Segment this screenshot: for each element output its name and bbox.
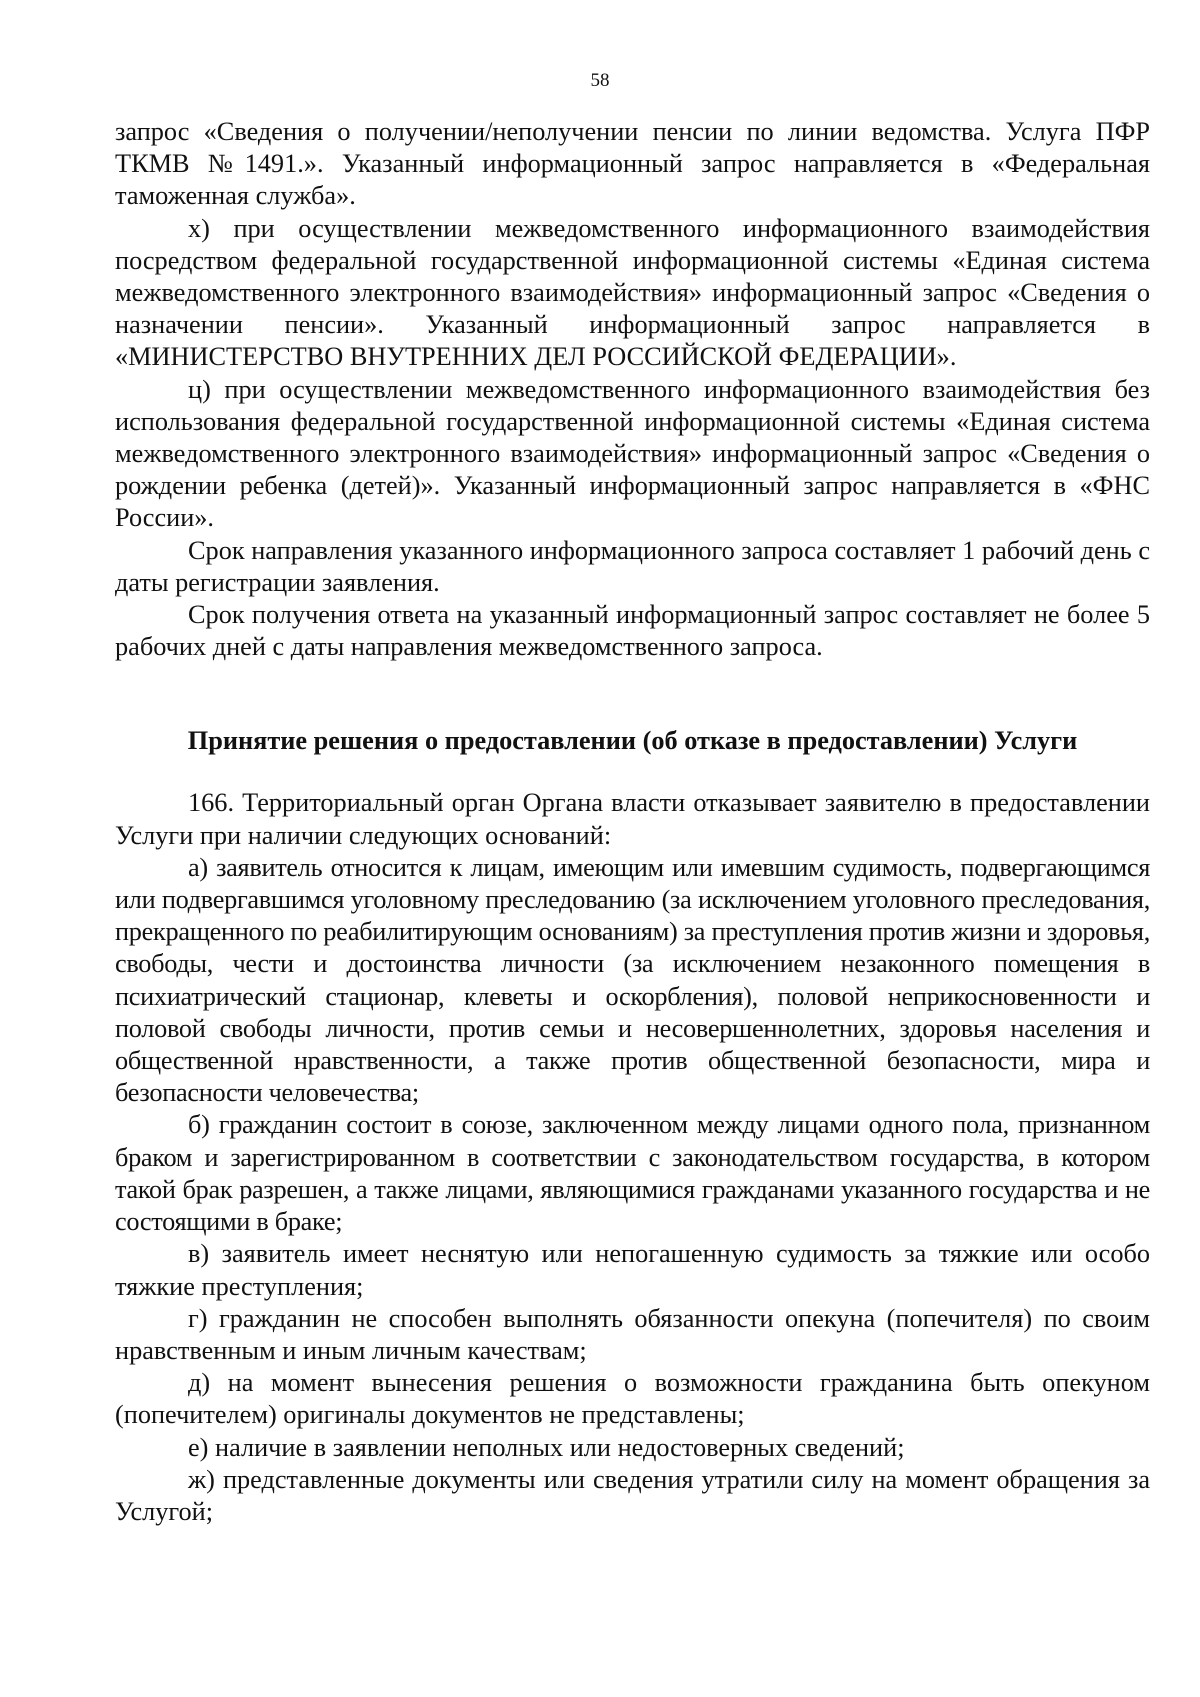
page-number: 58	[590, 70, 610, 91]
paragraph-response-deadline: Срок получения ответа на указанный информационный запрос составляет не более 5 рабочих дней с даты направления межведомственного запроса.	[115, 600, 1150, 662]
paragraph-request-fts: запрос «Сведения о получении/неполучении пенсии по линии ведомства. Услуга ПФР ТКМВ №1491.». Указанный информационный запрос направляется в «Федеральная таможенная служба».	[115, 117, 1150, 211]
paragraph-item-e: е) наличие в заявлении неполных или недостоверных сведений;	[188, 1432, 905, 1462]
paragraph-item-d: д) на момент вынесения решения о возможности гражданина быть опекуном (попечителем) оригиналы документов не представлены;	[115, 1368, 1150, 1430]
paragraph-item-kh: х) при осуществлении межведомственного информационного взаимодействия посредством федеральной государственной информационной системы «Единая система межведомственного электронного взаимодействия» информационный запрос «Сведения о назначении пенсии». Указанный информационный запрос направляется в «МИНИСТЕРСТВО ВНУТРЕННИХ ДЕЛ РОССИЙСКОЙ ФЕДЕРАЦИИ».	[115, 213, 1150, 372]
paragraph-item-g: г) гражданин не способен выполнять обязанности опекуна (попечителя) по своим нравственным и иным личным качествам;	[115, 1303, 1150, 1365]
paragraph-item-a: а) заявитель относится к лицам, имеющим или имевшим судимость, подвергающимся или подвергавшимся уголовному преследованию (за исключением уголовного преследования, прекращенного по реабилитирующим основаниям) за преступления против жизни и здоровья, свободы, чести и достоинства личности (за исключением незаконного помещения в психиатрический стационар, клеветы и оскорбления), половой неприкосновенности и половой свободы личности, против семьи и несовершеннолетних, здоровья населения и общественной нравственности, а также против общественной безопасности, мира и безопасности человечества;	[115, 852, 1150, 1108]
paragraph-item-zh: ж) представленные документы или сведения утратили силу на момент обращения за Услугой;	[115, 1464, 1150, 1526]
paragraph-item-ts: ц) при осуществлении межведомственного информационного взаимодействия без использования федеральной государственной информационной системы «Единая система межведомственного электронного взаимодействия» информационный запрос «Сведения о рождении ребенка (детей)». Указанный информационный запрос направляется в «ФНС России».	[115, 374, 1150, 533]
section-heading: Принятие решения о предоставлении (об отказе в предоставлении) Услуги	[187, 726, 1078, 756]
document-body	[115, 116, 1150, 1528]
paragraph-item-b: б) гражданин состоит в союзе, заключенном между лицами одного пола, признанном браком и зарегистрированном в соответствии с законодательством государства, в котором такой брак разрешен, а также лицами, являющимися гражданами указанного государства и не состоящими в браке;	[115, 1110, 1150, 1237]
paragraph-request-deadline: Срок направления указанного информационного запроса составляет 1 рабочий день с даты регистрации заявления.	[115, 535, 1150, 597]
paragraph-item-v: в) заявитель имеет неснятую или непогашенную судимость за тяжкие или особо тяжкие преступления;	[115, 1239, 1150, 1301]
paragraph-166: 166. Территориальный орган Органа власти отказывает заявителю в предоставлении Услуги при наличии следующих оснований:	[115, 788, 1150, 850]
